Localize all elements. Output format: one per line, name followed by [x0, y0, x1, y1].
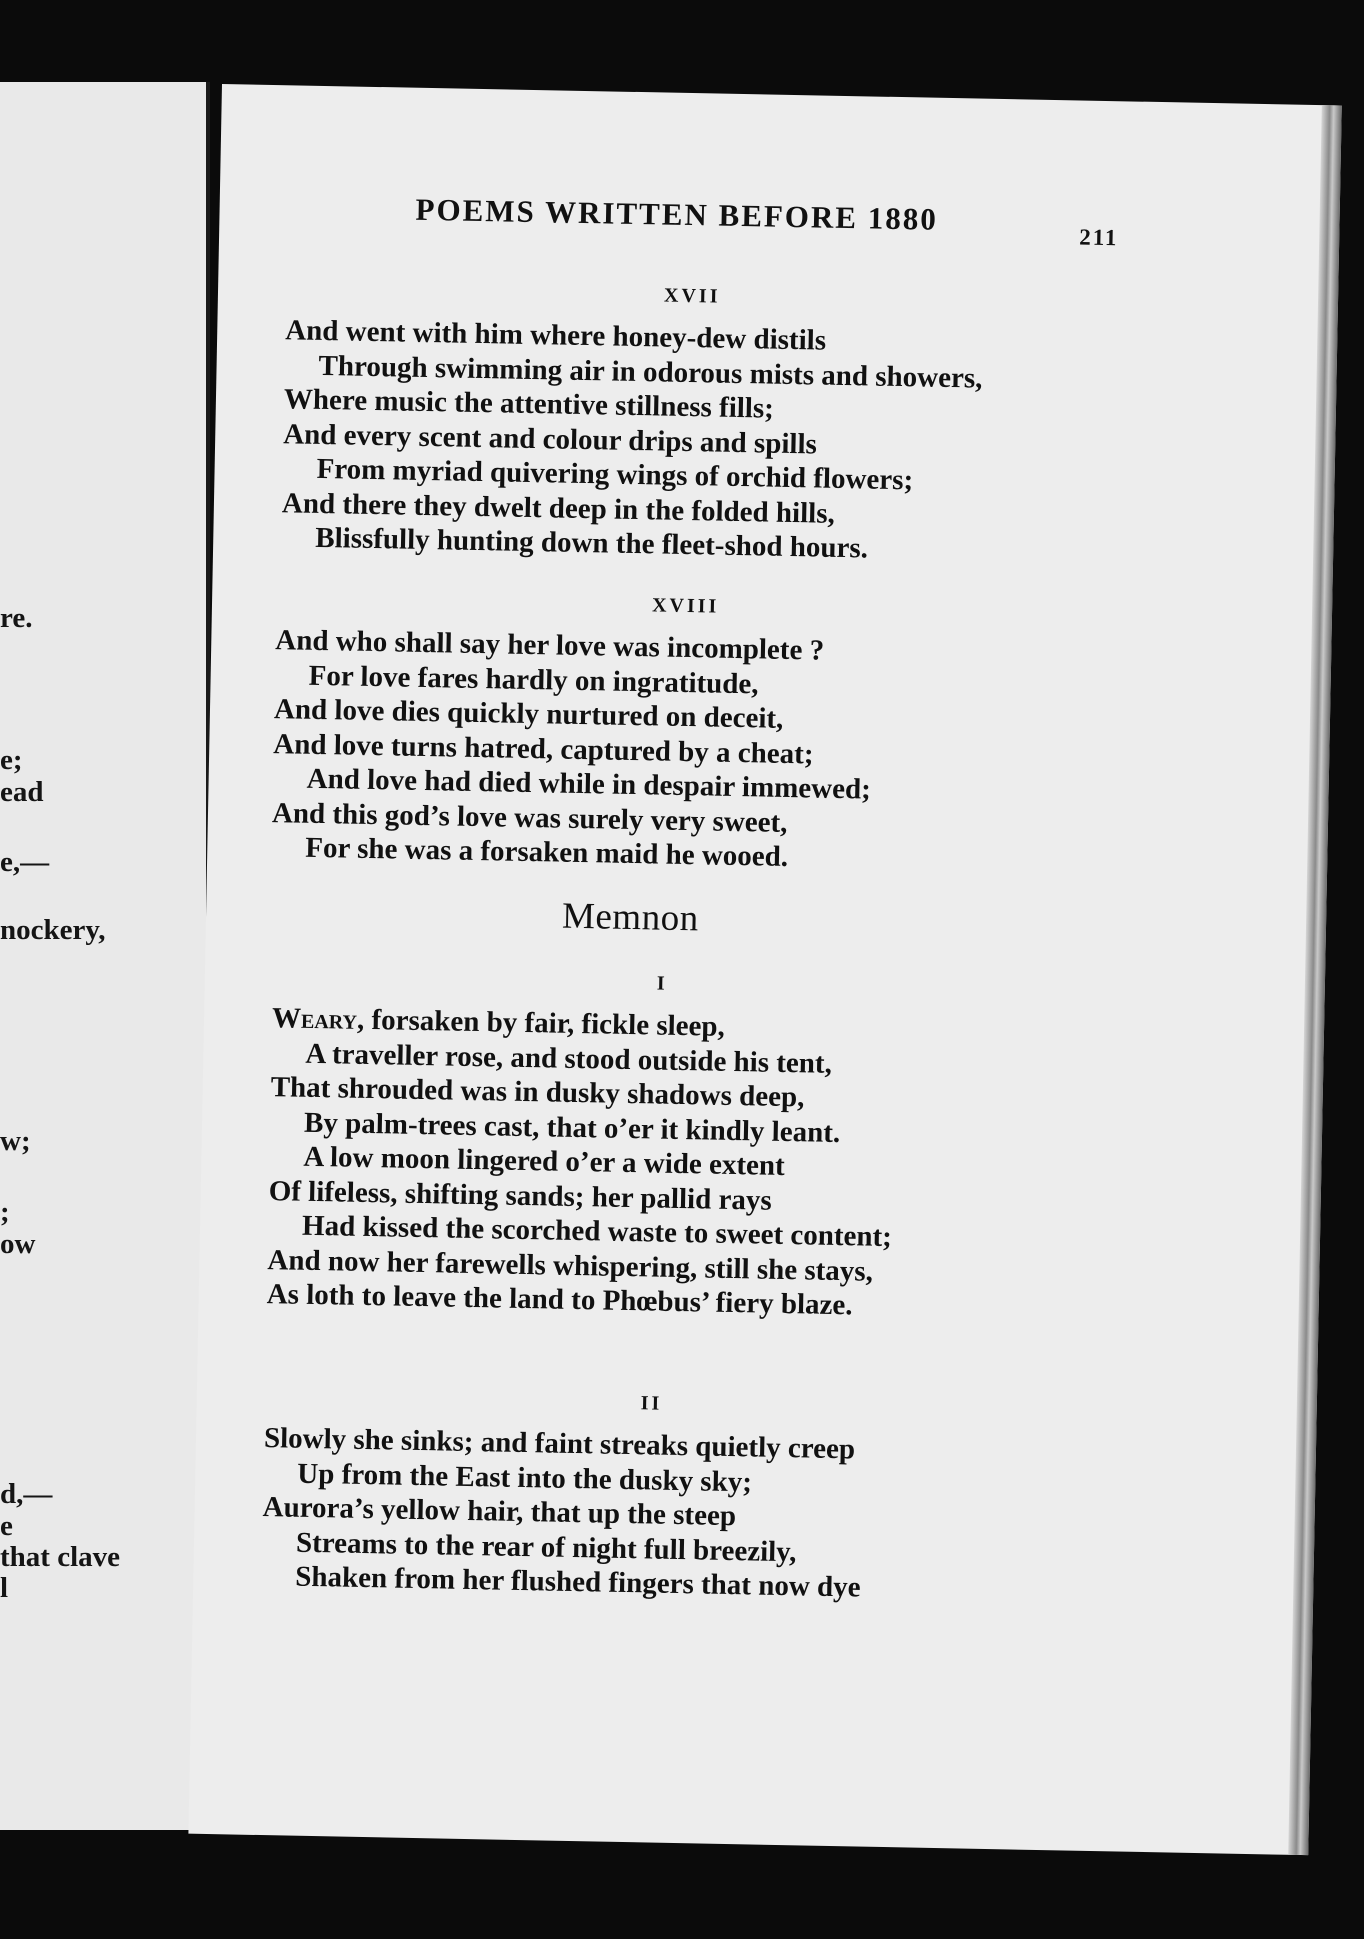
- poem-line: Shaken from her flushed fingers that now dye: [295, 1560, 861, 1604]
- poem-line: Through swimming air in odorous mists and showers,: [318, 349, 983, 395]
- poem-line: For she was a forsaken maid he wooed.: [305, 831, 789, 874]
- left-page-fragment: e: [0, 1510, 13, 1542]
- poem-line: A traveller rose, and stood outside his tent,: [305, 1037, 833, 1080]
- poem-line: For love fares hardly on ingratitude,: [308, 659, 759, 700]
- left-page-fragment: ead: [0, 776, 44, 808]
- poem-line: Up from the East into the dusky sky;: [297, 1457, 753, 1498]
- poem-line: And love turns hatred, captured by a cheat;: [273, 727, 814, 770]
- poem-line: A low moon lingered o’er a wide extent: [303, 1140, 786, 1182]
- stanza-number-xvii: XVII: [663, 284, 721, 308]
- stanza-memnon-ii: [261, 1421, 1024, 1608]
- page-edge-shadow: [1288, 105, 1342, 1855]
- poem-line: Slowly she sinks; and faint streaks quietly creep: [263, 1422, 856, 1466]
- poem-line: Where music the attentive stillness fills;: [283, 383, 775, 425]
- left-page-fragment: that clave: [0, 1541, 120, 1573]
- stanza-xviii: [271, 623, 1035, 879]
- left-page-fragment: l: [0, 1572, 9, 1604]
- left-page-fragment: nockery,: [0, 914, 106, 946]
- poem-line: From myriad quivering wings of orchid flowers;: [316, 452, 914, 497]
- left-page-fragment: w;: [0, 1125, 31, 1157]
- left-page-fragment: e,—: [0, 846, 50, 878]
- left-page-fragment: ;: [0, 1196, 10, 1228]
- poem-line: Of lifeless, shifting sands; her pallid rays: [268, 1174, 772, 1217]
- poem-line: And who shall say her love was incomplete ?: [275, 624, 825, 667]
- left-page-fragment: d,—: [0, 1478, 53, 1510]
- left-page-fragment: ow: [0, 1228, 36, 1260]
- poem-line: As loth to leave the land to Phœbus’ fiery blaze.: [266, 1278, 853, 1322]
- poem-line: And went with him where honey-dew distils: [284, 314, 827, 357]
- stanza-number-i: I: [656, 972, 668, 995]
- page-number: 211: [1078, 224, 1119, 251]
- stanza-number-xviii: XVIII: [651, 594, 720, 618]
- running-head: POEMS WRITTEN BEFORE 1880: [415, 191, 939, 237]
- poem-line: And there they dwelt deep in the folded hills,: [281, 486, 836, 530]
- poem-line: And this god’s love was surely very sweet,: [271, 796, 788, 839]
- poem-line: Streams to the rear of night full breezily,: [295, 1526, 797, 1568]
- poem-line: And love dies quickly nurtured on deceit,: [273, 693, 784, 735]
- opening-line-rest: forsaken by fair, fickle sleep,: [363, 1003, 726, 1043]
- poem-line: Blissfully hunting down the fleet-shod hours.: [314, 521, 869, 565]
- poem-line: And love had died while in despair immewed;: [306, 762, 872, 806]
- poem-line: And now her farewells whispering, still she stays,: [267, 1243, 874, 1288]
- poem-line: Had kissed the scorched waste to sweet content;: [301, 1209, 893, 1254]
- opening-word: Weary,: [271, 1002, 365, 1036]
- left-page: [0, 82, 210, 1830]
- poem-title: Memnon: [561, 895, 700, 940]
- left-page-fragment: e;: [0, 744, 23, 776]
- right-page: [188, 84, 1341, 1855]
- stanza-number-ii: II: [640, 1392, 663, 1415]
- stanza-memnon-i: [266, 1001, 1032, 1326]
- poem-line: Aurora’s yellow hair, that up the steep: [262, 1491, 737, 1533]
- poem-line: By palm-trees cast, that o’er it kindly leant.: [303, 1106, 841, 1149]
- poem-line: And every scent and colour drips and spills: [282, 417, 818, 460]
- left-page-fragment: re.: [0, 602, 33, 634]
- poem-line: That shrouded was in dusky shadows deep,: [270, 1071, 805, 1114]
- stanza-xvii: [281, 313, 1045, 569]
